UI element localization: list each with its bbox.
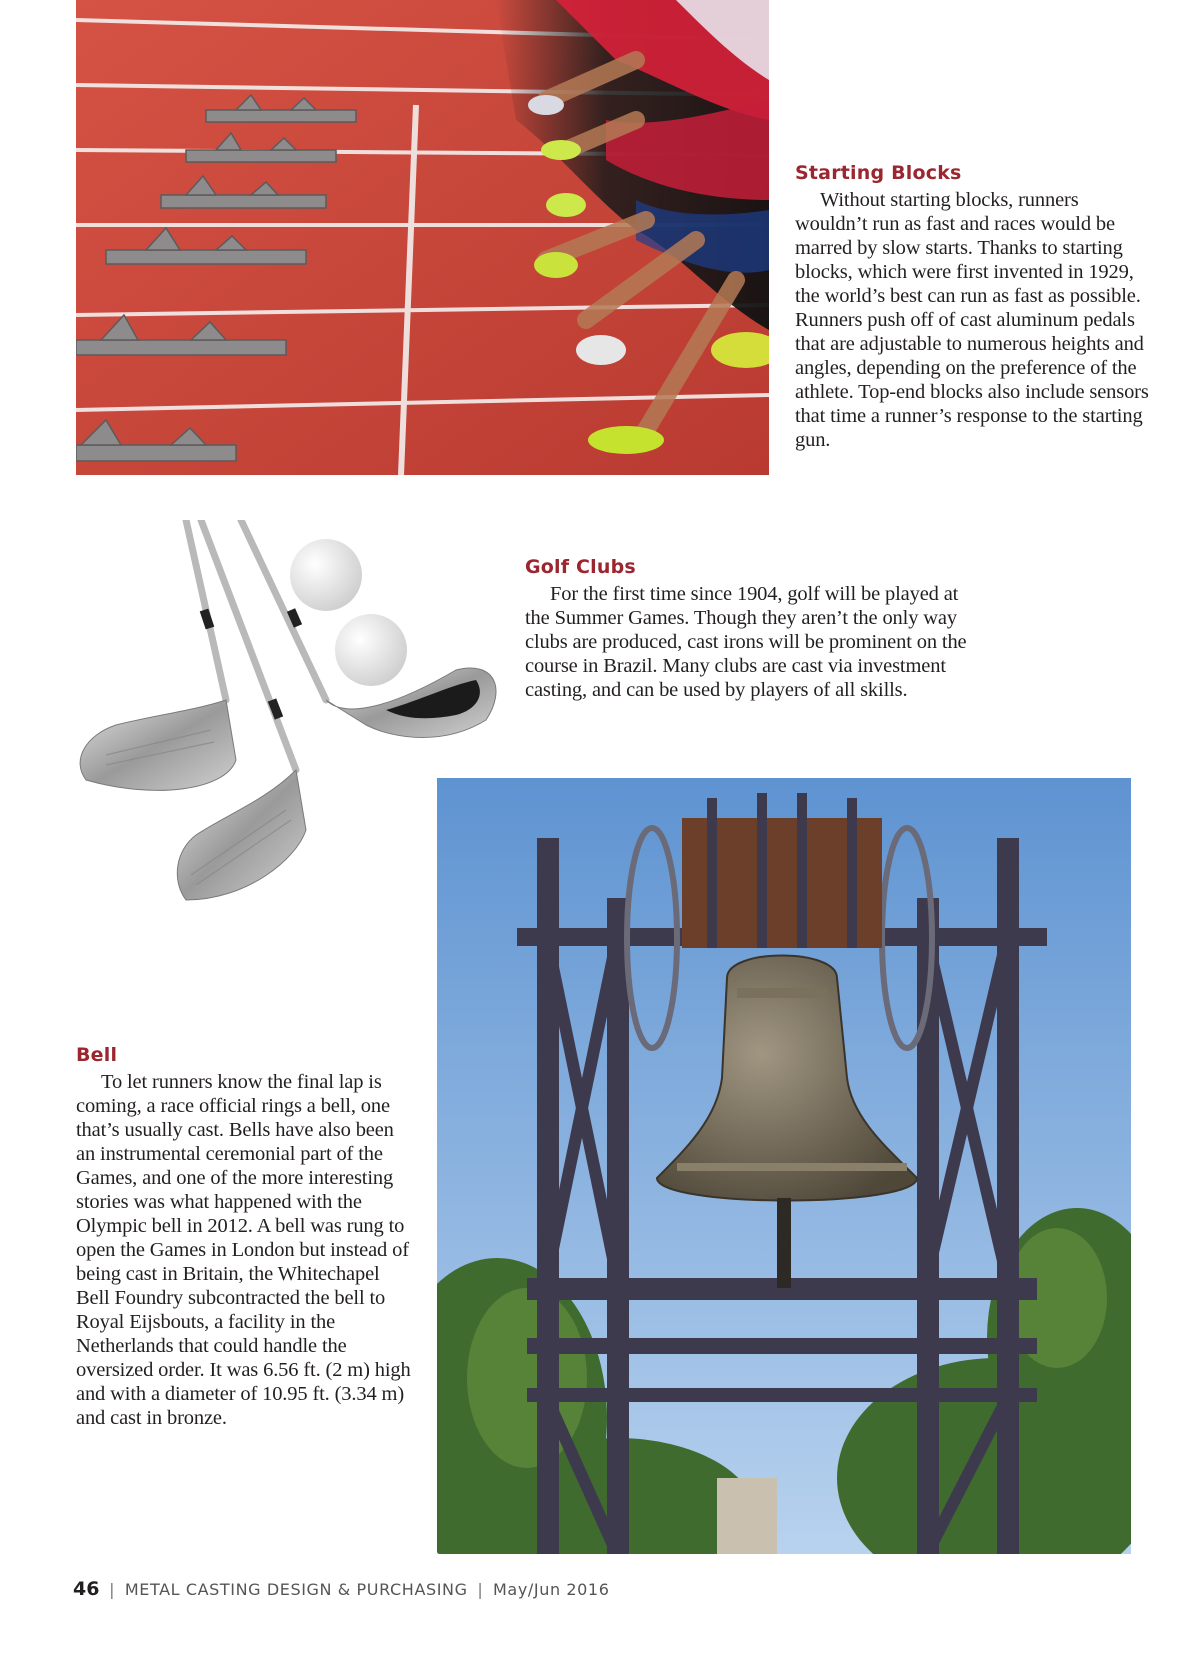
starting-blocks-body: Without starting blocks, runners wouldn’t run as fast and races would be marred by slow starts. Thanks to starting blocks, which were first invented in 1929, the world’s best can run as fast as possible. Runners push off of cast aluminum pedals that are adjustable to numerous heights and angles, depending on the preference of the athlete. Top-end blocks also include sensors that time a runner’s response to the starting gun. [795,189,1149,451]
golf-clubs-heading: Golf Clubs [525,556,636,578]
bell-photo [437,778,1131,1554]
sprinters-photo-graphic [76,0,769,475]
starting-blocks-heading: Starting Blocks [795,162,962,184]
starting-blocks-photo [76,0,769,475]
bell-section [76,1044,414,1430]
publication-name: METAL CASTING DESIGN & PURCHASING [124,1580,468,1599]
footer-separator-2: | [477,1580,484,1599]
golf-clubs-body: For the first time since 1904, golf will be played at the Summer Games. Though they aren’t the only way clubs are produced, cast irons will be prominent on the course in Brazil. Many clubs are cast via investment casting, and can be used by players of all skills. [525,583,967,701]
starting-blocks-section [795,162,1150,452]
page-number: 46 [73,1578,100,1600]
bell-body: To let runners know the final lap is coming, a race official rings a bell, one that’s usually cast. Bells have also been an instrumental ceremonial part of the Games, and one of the more interesting stories was what happened with the Olympic bell in 2012. A bell was rung to open the Games in London but instead of being cast in Britain, the Whitechapel Bell Foundry subcontracted the bell to Royal Eijsbouts, a facility in the Netherlands that could handle the oversized order. It was 6.56 ft. (2 m) high and with a diameter of 10.95 ft. (3.34 m) and cast in bronze. [76,1071,411,1429]
footer-separator: | [109,1580,116,1599]
bell-heading: Bell [76,1044,118,1066]
page-footer [73,1578,610,1600]
olympic-bell-tower-graphic [437,778,1131,1554]
golf-clubs-section [525,556,980,702]
issue-date: May/Jun 2016 [493,1580,610,1599]
